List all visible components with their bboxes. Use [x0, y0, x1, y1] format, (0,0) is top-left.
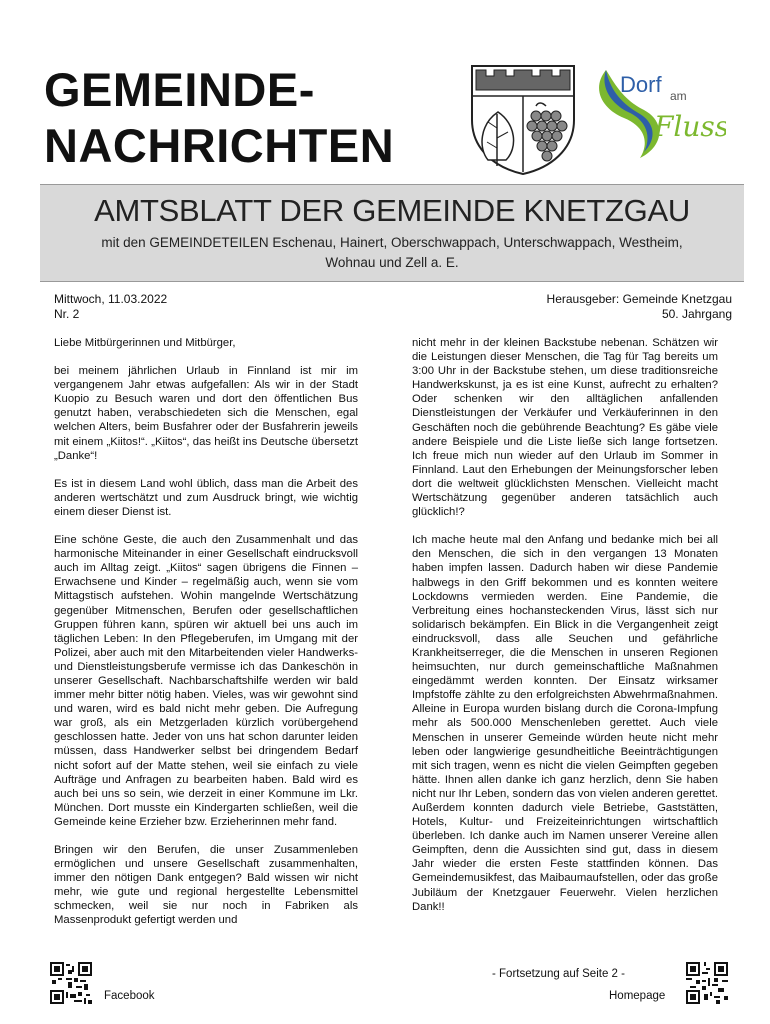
qr-code-icon[interactable] — [50, 962, 92, 1004]
masthead-title-line1: GEMEINDE- — [44, 63, 315, 116]
masthead-title — [44, 62, 394, 174]
continuation-note: - Fortsetzung auf Seite 2 - — [492, 968, 625, 980]
volume: 50. Jahrgang — [661, 307, 732, 321]
article-paragraph: nicht mehr in der kleinen Backstube nebenan. Schätzen wir die Leistungen dieser Menschen, die Tag für Tag bereits um 3:00 Uhr in der Backstube stehen, um diese traditionsreiche Handwerkskunst, ja es ist eine Kunst, aufrecht zu erhalten? Oder schenken wir den alltäglichen anfallenden Dienstleistungen der Verkäufer und Verkäuferinnen in den Geschäften noch die gebührende Beachtung? Es gäbe viele andere Beispiele und die Liste ließe sich lange fortsetzen. Ich freue mich nun wieder auf den Urlaub im Sommer in Finnland. Laut den Erhebungen der Meinungsforscher leben dort die weltweit glücklichsten Menschen. Vielleicht macht Wertschätzung gegenüber anderen tatsächlich auch glücklich!? — [412, 337, 718, 519]
logo-text-dorf: Dorf — [620, 72, 662, 97]
issue-date: Mittwoch, 11.03.2022 — [54, 292, 168, 306]
banner-title: AMTSBLATT DER GEMEINDE KNETZGAU — [94, 193, 690, 228]
official-gazette-banner — [40, 184, 744, 282]
qr-code-icon[interactable] — [686, 962, 728, 1004]
salutation: Liebe Mitbürgerinnen und Mitbürger, — [54, 337, 236, 349]
article-paragraph: Es ist in diesem Land wohl üblich, dass man die Arbeit des anderen wertschätzt und zum Ausdruck bringt, wie wichtig einem dieser Dienst ist. — [54, 477, 358, 518]
logo-text-fluss: Fluss — [654, 110, 726, 143]
publisher-info — [547, 292, 732, 322]
facebook-link[interactable]: Facebook — [104, 990, 155, 1002]
logo-text-am: am — [670, 89, 687, 103]
article-paragraph: Bringen wir den Berufen, die unser Zusammenleben ermöglichen und unsere Gesellschaft zusammenhalten, immer den nötigen Dank entgegen? Bald wissen wir nicht mehr, wie gute und regional hergestellte Lebensmittel schmecken, weil sie nur noch in Fabriken als Massenprodukt gefertigt werden und — [54, 844, 358, 927]
banner-subtitle: mit den GEMEINDETEILEN Eschenau, Hainert, Oberschwappach, Unterschwappach, Westheim, Wohnau und Zell a. E. — [101, 235, 683, 270]
publisher: Herausgeber: Gemeinde Knetzgau — [546, 292, 732, 306]
article-column-left — [54, 336, 358, 942]
masthead-title-line2: NACHRICHTEN — [44, 119, 395, 172]
issue-info — [54, 292, 167, 322]
homepage-link[interactable]: Homepage — [609, 990, 666, 1002]
article-paragraph: Ich mache heute mal den Anfang und bedanke mich bei all den Menschen, die sich in den vergangen 13 Monaten haben impfen lassen. Dadurch haben wir diese Pandemie halbwegs in den Griff bekommen und es konnten weitere Lockdowns vermieden werden. Eine Pandemie, die Verbreitung eines hochansteckenden Virus, lässt sich nur solidarisch bekämpfen. Ein Blick in die Vergangenheit zeigt eindrucksvoll, dass alle Seuchen und gefährliche Krankheitserreger, die die Menschen in unseren Regionen heimsuchten, nur durch gemeinschaftliche Maßnahmen eingedämmt werden konnten. Der Einsatz wirksamer Impfstoffe zählte zu den erfolgreichsten Abwehrmaßnahmen. Alleine in Europa wurden bislang durch die Corona-Impfung mehr als 500.000 Menschenleben gerettet. Auch viele Menschen in unserer Gemeinde würden heute nicht mehr leben oder langwierige gesundheitliche Beeinträchtigungen mit sich tragen, wenn es nicht die vielen Geimpften gegeben hätte. Ihnen allen danke ich ganz herzlich, denn Sie haben nicht nur Ihr Leben, sondern das von vielen anderen gerettet. Außerdem konnten dadurch viele Betriebe, Gaststätten, Hotels, Kultur- und Freizeiteinrichtungen wirtschaftlich überleben. Ich danke auch im Namen unserer Vereine allen Geimpften, denn die Aussichten sind gut, dass in diesem Jahr wieder die ersten Feste stattfinden können. Das Gemeindemusikfest, das Maibaumaufstellen, oder das große Jubiläum der Knetzgauer Feuerwehr. Vielen herzlichen Dank!! — [412, 534, 718, 913]
article-paragraph: Eine schöne Geste, die auch den Zusammenhalt und das harmonische Miteinander in einer Gesellschaft eindrucksvoll auch im Alltag zeigt. „Kiitos“ sagen übrigens die Finnen – Erwachsene und Kinder – regelmäßig auch, wenn sie vom Mittagstisch aufstehen. Wohin mangelnde Wertschätzung gegenüber Mitmenschen, Berufen oder gesellschaftlichen Gruppen führen kann, spüren wir aktuell bei uns auch im täglichen Leben: In den Pflegeberufen, im Umgang mit der Polizei, aber auch mit den Mitarbeitenden vieler Handwerks- und Dienstleistungsberufe vermisse ich das Dankeschön in unserer Gesellschaft. Nachbarschaftshilfe werden wir bald immer mehr bitter nötig haben. Vieles, was wir gewohnt sind und waren, wird es bald nicht mehr geben. Die Aufregung war groß, als ein Metzgerladen kürzlich vorübergehend geschlossen hatte. Jeder von uns hat schon darunter leiden müssen, dass Handwerker selbst bei dringendem Bedarf nicht sofort auf der Matte stehen, weil sie einfach zu viele Aufträge und Anfragen zu bearbeiten haben. Bald wird es auch bei uns so sein, wie derzeit in einer Kommune im Lkr. München. Dort musste ein Kindergarten schließen, weil die Gemeinde keine Erzieher bzw. Erzieherinnen mehr fand. — [54, 534, 358, 828]
issue-number: Nr. 2 — [54, 307, 80, 321]
article-paragraph: bei meinem jährlichen Urlaub in Finnland ist mir im vergangenem Jahr etwas aufgefallen: Als wir in der Stadt Kuopio zu Besuch waren und dort den öffentlichen Bus genutzt haben, verabschiedeten sich die Menschen, egal welchen Alters, beim Busfahrer oder der Busfahrerin jeweils mit einem „Kiitos!“. „Kiitos“, das heißt ins Deutsche übersetzt „Danke“! — [54, 365, 358, 462]
municipal-crest-icon — [466, 62, 580, 176]
article-column-right — [412, 336, 718, 928]
dorf-am-fluss-logo — [594, 60, 726, 160]
